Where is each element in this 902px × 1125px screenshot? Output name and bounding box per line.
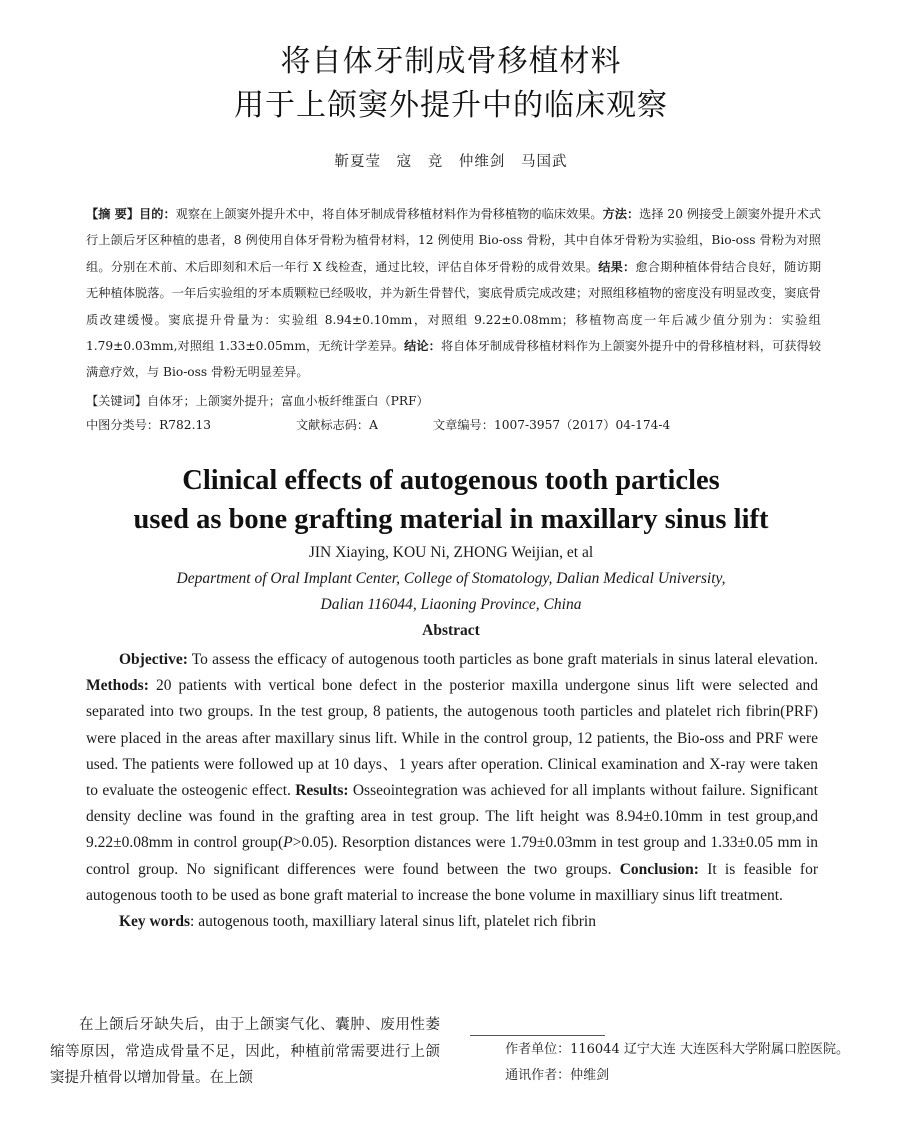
doc-code-value: A <box>369 418 378 432</box>
abstract-cn-label: 【摘 要】 <box>86 207 140 221</box>
doc-code-label: 文献标志码： <box>296 418 370 432</box>
body-paragraph: 在上颌后牙缺失后，由于上颌窦气化、囊肿、废用性萎缩等原因，常造成骨量不足，因此，种植前常需要进行上颌窦提升植骨以增加骨量。在上颌 <box>50 1017 440 1086</box>
title-cn-line1: 将自体牙制成骨移植材料 <box>280 44 622 79</box>
body-text-cn <box>50 1012 440 1092</box>
methods-cn-label: 方法： <box>602 207 640 221</box>
keywords-cn-label: 【关键词】 <box>86 394 147 408</box>
article-no-label: 文章编号： <box>433 418 494 432</box>
conclusion-cn: 将自体牙制成骨移植材料作为上颌窦外提升中的骨移植材料，可获得较满意疗效，与 Bio-oss 骨粉无明显差异。 <box>86 339 822 380</box>
methods-en: 20 patients with vertical bone defect in the posterior maxilla undergone sinus lift were selected and separated into two groups. In the test group, 8 patients, the autogenous tooth particles and platelet rich fibrin(PRF) were placed in the areas after maxillary sinus lift. While in the control group, 12 patients, the Bio-oss and PRF were used. The patients were followed up at 10 days、1 years after operation. Clinical examination and X-ray were taken to evaluate the osteogenic effect. <box>86 677 818 800</box>
classification-row <box>86 413 821 437</box>
abstract-en <box>86 647 818 935</box>
affiliation-en-line1: Department of Oral Implant Center, College of Stomatology, Dalian Medical University, <box>176 570 726 587</box>
conclusion-en: It is feasible for autogenous tooth to be used as bone graft material to increase the bone volume in maxilliary sinus lift treatment. <box>86 860 818 904</box>
results-en-a: Osseointegration was achieved for all implants without failure. Significant density decline was found in the grafting area in test group. The lift height was 8.94±0.10mm in test group,and 9.22±0.08mm in control group( <box>86 782 818 852</box>
footnote-rule <box>470 1035 605 1036</box>
title-en-line1: Clinical effects of autogenous tooth particles <box>182 465 720 496</box>
abstract-cn <box>86 201 821 386</box>
clc-value: R782.13 <box>159 418 211 432</box>
title-cn-line2: 用于上颌窦外提升中的临床观察 <box>234 88 668 123</box>
footnote <box>470 1038 860 1087</box>
abstract-heading: Abstract <box>422 622 480 639</box>
footnote-corresponding: 通讯作者：仲维剑 <box>505 1068 610 1083</box>
conclusion-en-label: Conclusion: <box>619 860 699 878</box>
results-en-p: P <box>283 834 293 852</box>
methods-cn: 选择 20 例接受上颌窦外提升术式行上颌后牙区种植的患者，8 例使用自体牙骨粉为植骨材料，12 例使用 Bio-oss 骨粉，其中自体牙骨粉为实验组，Bio-oss 骨粉为对照组。分别在术前、术后即刻和术后一年行 X 线检查，通过比较，评估自体牙骨粉的成骨效果。 <box>86 207 821 274</box>
objective-en: To assess the efficacy of autogenous tooth particles as bone graft materials in sinus lateral elevation. <box>187 651 818 668</box>
conclusion-cn-label: 结论： <box>404 339 441 354</box>
results-en-label: Results: <box>295 782 349 800</box>
results-cn: 愈合期种植体骨结合良好，随访期无种植体脱落。一年后实验组的牙本质颗粒已经吸收，并为新生骨替代，窦底骨质完成改建；对照组移植物的密度没有明显改变，窦底骨质改建缓慢。窦底提升骨量为：实验组 8.94±0.10mm，对照组 9.22±0.08mm；移植物高度一年后减少值分别为：实验组 1.79±0.03mm,对照组 1.33±0.05mm，无统计学差异。 <box>86 259 822 354</box>
article-no-value: 1007-3957（2017）04-174-4 <box>493 418 671 432</box>
keywords-cn <box>86 389 821 413</box>
results-en-b: >0.05). Resorption distances were 1.79±0.03mm in test group and 1.33±0.05 mm in control group. No significant differences were found between the two groups. <box>86 834 818 878</box>
title-en-line2: used as bone grafting material in maxillary sinus lift <box>133 504 769 535</box>
keywords-en: : autogenous tooth, maxilliary lateral sinus lift, platelet rich fibrin <box>190 913 596 931</box>
methods-en-label: Methods: <box>86 677 149 695</box>
clc-label: 中图分类号： <box>86 418 160 432</box>
results-cn-label: 结果： <box>598 259 636 274</box>
objective-en-label: Objective: <box>119 651 188 668</box>
affiliation-en-line2: Dalian 116044, Liaoning Province, China <box>320 596 582 613</box>
objective-cn-label: 目的： <box>139 207 176 221</box>
keywords-cn-text: 自体牙；上颌窦外提升；富血小板纤维蛋白（PRF） <box>146 394 429 408</box>
objective-cn: 观察在上颌窦外提升术中，将自体牙制成骨移植材料作为骨移植物的临床效果。 <box>175 207 603 221</box>
keywords-en-label: Key words <box>119 913 191 931</box>
authors-en: JIN Xiaying, KOU Ni, ZHONG Weijian, et al <box>308 544 594 561</box>
footnote-affiliation: 作者单位：116044 辽宁大连 大连医科大学附属口腔医院。 <box>505 1042 849 1057</box>
authors-cn: 靳夏莹 寇 竞 仲维剑 马国武 <box>334 154 568 170</box>
